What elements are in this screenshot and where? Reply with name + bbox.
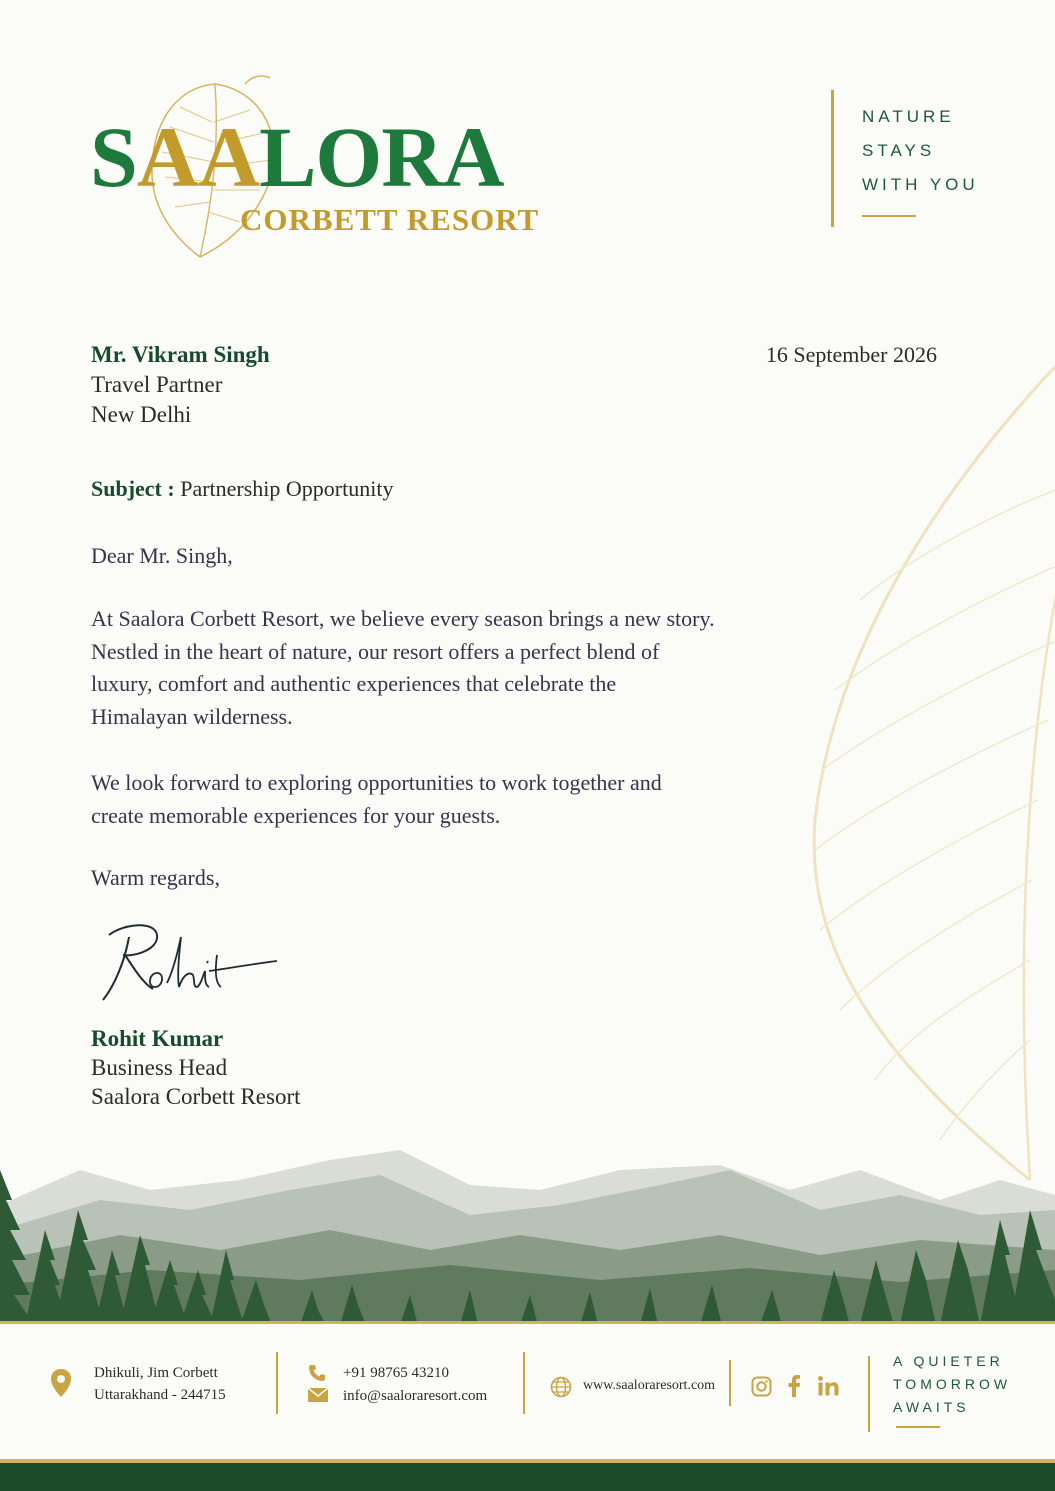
tagline-line: STAYS <box>862 141 936 160</box>
background-leaf-watermark <box>800 300 1055 1200</box>
tagline-divider <box>831 90 834 227</box>
tagline-line: AWAITS <box>893 1399 970 1415</box>
body-paragraph-1 <box>91 603 811 733</box>
header-tagline <box>862 100 979 202</box>
address-line: Dhikuli, Jim Corbett <box>94 1365 218 1381</box>
instagram-icon[interactable] <box>751 1376 772 1397</box>
tagline-line: TOMORROW <box>893 1376 1012 1392</box>
paragraph-line: At Saalora Corbett Resort, we believe every season brings a new story. <box>91 606 715 631</box>
recipient-city: New Delhi <box>91 402 192 427</box>
letter-date: 16 September 2026 <box>765 342 937 367</box>
signer-name: Rohit Kumar <box>91 1026 224 1051</box>
address-line: Uttarakhand - 244715 <box>94 1387 226 1403</box>
signer-company: Saalora Corbett Resort <box>91 1084 301 1109</box>
paragraph-line: Himalayan wilderness. <box>91 703 293 729</box>
globe-icon <box>550 1376 572 1398</box>
paragraph-line: luxury, comfort and authentic experiences that celebrate the <box>91 671 617 696</box>
footer-website[interactable]: www.saaloraresort.com <box>583 1378 716 1393</box>
body-paragraph-2 <box>91 767 811 832</box>
bottom-green-band <box>0 1463 1055 1491</box>
footer-divider <box>729 1360 731 1406</box>
recipient-role: Travel Partner <box>91 372 223 397</box>
resort-logo <box>90 72 570 262</box>
logo-subtitle: CORBETT RESORT <box>240 202 540 237</box>
location-pin-icon <box>50 1368 72 1398</box>
paragraph-line: We look forward to exploring opportunities to work together and <box>91 770 662 795</box>
phone-icon <box>308 1364 326 1382</box>
footer-email[interactable]: info@saaloraresort.com <box>343 1388 488 1404</box>
footer-divider <box>276 1352 278 1414</box>
footer-address <box>94 1362 226 1406</box>
mountain-forest-illustration <box>0 1110 1055 1325</box>
signer-title: Business Head <box>91 1055 228 1080</box>
email-icon <box>308 1388 328 1402</box>
recipient-block <box>91 340 270 430</box>
tagline-underline <box>862 215 916 217</box>
tagline-line: A QUIETER <box>893 1353 1004 1369</box>
paragraph-line: create memorable experiences for your guests. <box>91 802 501 828</box>
tagline-line: WITH YOU <box>862 175 979 194</box>
linkedin-icon[interactable] <box>818 1376 839 1396</box>
footer <box>0 1324 1055 1459</box>
signer-block <box>91 1024 301 1111</box>
logo-wordmark: SAALORA <box>90 109 504 205</box>
tagline-line: NATURE <box>862 107 955 126</box>
footer-tagline-underline <box>896 1426 940 1428</box>
salutation: Dear Mr. Singh, <box>91 543 233 568</box>
subject-text: Partnership Opportunity <box>174 476 394 501</box>
footer-phone[interactable]: +91 98765 43210 <box>343 1365 449 1381</box>
footer-divider <box>523 1352 525 1414</box>
footer-tagline <box>893 1350 1011 1419</box>
footer-divider <box>868 1356 870 1432</box>
subject-label: Subject : <box>91 476 175 501</box>
facebook-icon[interactable] <box>787 1375 801 1397</box>
handwritten-signature <box>95 915 285 1010</box>
recipient-name: Mr. Vikram Singh <box>91 342 270 367</box>
closing: Warm regards, <box>91 865 220 890</box>
paragraph-line: Nestled in the heart of nature, our resort offers a perfect blend of <box>91 638 660 664</box>
subject-line <box>91 476 393 502</box>
